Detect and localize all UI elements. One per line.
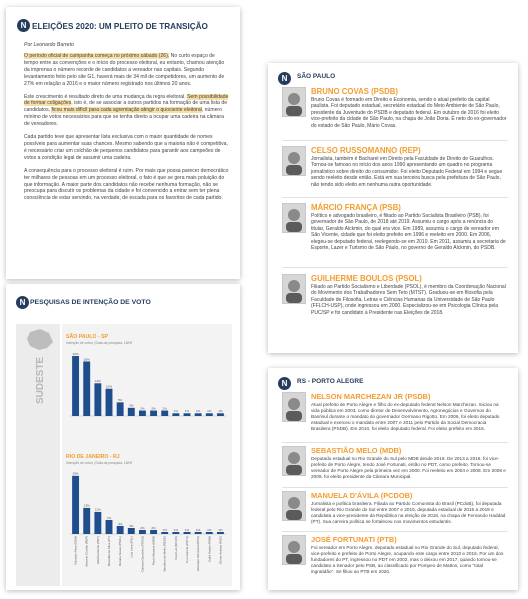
data-label: 1%	[195, 409, 201, 414]
tick-label: Glória Heloiza (PSC)	[218, 536, 223, 564]
sp-card-title: SÃO PAULO	[297, 73, 336, 80]
tick-label: Fred Luz (NOVO)	[173, 536, 178, 560]
candidate-bio: Filiado ao Partido Socialismo e Liberdade (PSOL), é membro da Coordenação Nacional do Movimento dos Trabalhadores Sem Teto (MTST). Graduou-se em filosofia pela Faculdade de Filosofia, Letras e Ciências Humanas da Universidade de São Paulo (FFLCH-USP), onde ingressou em 2000. Especializou-se em Psicologia Clínica pela PUC/SP e foi candidato à Presidente nas Eleições de 2018.	[311, 284, 506, 316]
bar	[195, 413, 202, 416]
bar	[94, 383, 101, 416]
chart-title: RIO DE JANEIRO - RJ	[66, 454, 120, 460]
tick-label: Clarissa Garotinho (PROS)	[140, 536, 145, 573]
candidate-bruno-covas	[282, 87, 510, 143]
data-label: 1%	[184, 409, 190, 414]
highlight: ficou mais difícil para cada agremiação atingir o quociente eleitoral	[51, 107, 202, 114]
highlight: Sem possibilidade de formar coligações	[24, 93, 229, 107]
data-label: 2%	[151, 406, 156, 411]
bar	[72, 356, 79, 416]
article-paragraph	[24, 94, 230, 129]
data-label: 1%	[207, 527, 212, 532]
candidate-photo	[282, 87, 306, 117]
data-label: 3%	[129, 403, 134, 408]
candidate-bio: Foi vereador em Porto Alegre, deputado estadual no Rio Grande do Sul, deputado federal, vice-prefeito e prefeito de Porto Alegre, ocupando este cargo entre 2010 e 2016. Por um dos fundadores do PT, ingressou no PDT em 2002, mas o deixou em 2017, quando tornou-se candidato a Senador pelo PSB, ao classificado por Pompeo de Mattos, como "total ingratidão". Se filiou ao PTB em 2020.	[311, 545, 504, 574]
data-label: 1%	[218, 409, 223, 414]
article-paragraph: Cada partido teve que apresentar lista exclusiva com o maior quantidade de nomes possíveis para aumentar suas chances. Mesmo sabendo que a maioria não é competitiva, é necessário criar um colchão de pequenos candidatos para garantir aos campeões de votos a condição legal de assumir uma cadeira.	[24, 134, 228, 161]
bar	[184, 413, 191, 416]
data-label: 29%	[72, 471, 79, 476]
text: , número mínimo de votos necessários para que se tenha direito a ocupar uma cadeira na câmara de vereadores.	[24, 107, 224, 128]
candidate-name: GUILHERME BOULOS (PSOL)	[311, 274, 422, 283]
candidate-name: CELSO RUSSOMANNO (REP)	[311, 146, 421, 155]
bar	[195, 532, 202, 534]
divider	[282, 442, 508, 443]
tick-label: Luiz Lima (PSL)	[129, 536, 134, 558]
candidate-name: NELSON MARCHEZAN JR (PSDB)	[311, 392, 431, 401]
text: Este crescimento é resultado direto de uma mudança da regra eleitoral.	[24, 93, 188, 100]
text: No curto espaço de tempo entre as convenções e o início do processo eleitoral, eu entanto, chamou atenção da imprensa o número recorde de candidatos a vereador nas capitais. Segundo levantamento feito pelo site G1, haverá mais de 34 mil de competidores, um aumento de 27% em relação a 2016 e o maior número registrado nos últimos 20 anos.	[24, 53, 225, 87]
bar	[128, 408, 135, 416]
chart-subtitle: Intenção de votos | Data da pesquisa: 18/09	[66, 341, 133, 345]
bar	[83, 508, 90, 534]
candidate-name: MÁRCIO FRANÇA (PSB)	[311, 203, 401, 212]
candidate-photo	[282, 446, 306, 476]
article-body	[24, 53, 230, 208]
data-label: 22%	[72, 351, 79, 356]
bar	[206, 532, 213, 534]
bar	[83, 361, 90, 416]
bar	[150, 411, 157, 416]
data-label: 1%	[218, 527, 223, 532]
divider	[282, 531, 508, 532]
divider	[282, 197, 508, 198]
candidate-sebastiao-melo	[282, 446, 510, 488]
data-label: 2%	[140, 406, 145, 411]
tick-label: Benedita da Silva (PT)	[107, 536, 111, 567]
candidate-name: MANUELA D'ÁVILA (PCDOB)	[311, 491, 413, 500]
bar	[206, 413, 213, 416]
tick-label: Cyro Garcia (PSTU)	[185, 536, 189, 563]
bar	[184, 532, 191, 534]
tick-label: Suêd Haidar (PMB)	[207, 536, 212, 563]
data-label: 1%	[195, 527, 201, 532]
article-paragraph	[24, 53, 230, 88]
candidate-manuela-davila	[282, 491, 510, 533]
candidate-guilherme-boulos	[282, 274, 510, 344]
charts-panel	[62, 324, 232, 586]
logo-icon: N	[17, 19, 30, 32]
highlight: O período oficial de campanha começa no próximo sábado (26).	[24, 53, 170, 59]
region-label: SUDESTE	[35, 356, 46, 404]
bar	[94, 512, 101, 534]
candidate-bio: Bruno Covas é formado em Direito e Economia, sendo o atual prefeito da capital paulista. Foi deputado estadual, secretário estadual do Meio Ambiente de São Paulo, presidente da Juventude do PSDB e deputado federal. Em outubro de 2016 foi eleito vice-prefeito da cidade de São Paulo, na chapa de João Doria. É neto do ex-governador do estado de São Paulo, Mário Covas.	[311, 97, 507, 129]
data-label: 12%	[94, 379, 101, 384]
region-sidebar	[16, 324, 60, 586]
candidate-bio: Deputado estadual no Rio Grande do Sul pelo MDB desde 2019. De 2013 a 2016, foi vice-prefeito de Porto Alegre, tendo José Fortunati, então no PDT, como prefeito. Tornou-se vereador de Porto Alegre pela primeira vez em 2000. Foi reeleito em 2004 e 2008. Em 2008 e 2009, foi eleito presidente da Câmara Municipal.	[311, 456, 506, 479]
candidate-photo	[282, 274, 306, 304]
data-label: 11%	[94, 507, 101, 512]
data-label: 5%	[117, 398, 123, 403]
polls-card	[6, 284, 240, 590]
article-title: ELEIÇÕES 2020: UM PLEITO DE TRANSIÇÃO	[32, 22, 208, 31]
bar	[150, 530, 157, 534]
rs-card	[268, 368, 518, 590]
tick-label: Eduardo Paes (DEM)	[73, 536, 78, 565]
chart-subtitle: Intenção de votos | Data da pesquisa: 18/09	[66, 461, 133, 465]
bar	[217, 532, 224, 534]
region-sidebar-graphic	[16, 324, 60, 586]
candidate-photo	[282, 535, 306, 565]
logo-icon: N	[278, 377, 291, 390]
bar	[161, 532, 168, 534]
candidate-photo	[282, 203, 306, 233]
candidate-name: JOSÉ FORTUNATI (PTB)	[311, 535, 397, 544]
bar	[217, 413, 224, 416]
data-label: 3%	[129, 523, 134, 528]
bar	[172, 532, 179, 534]
data-label: 13%	[83, 503, 90, 508]
bar	[139, 411, 146, 416]
candidate-bio: Jornalista e política brasileira. Filiada ao Partido Comunista do Brasil (PCdoB), foi deputada federal pelo Rio Grande do Sul entre 2007 e 2015, deputada estadual de 2015 a 2019 e candidata a vice-presidente da República na eleição de 2018, na chapa de Fernando Haddad (PT). Sua carreira política se fortaleceu nos movimentos estudantis.	[311, 501, 506, 524]
data-label: 2%	[151, 525, 156, 530]
bar	[161, 411, 168, 416]
data-label: 1%	[173, 409, 179, 414]
data-label: 1%	[162, 527, 167, 532]
text: , isto é, de se associar a outros partidos na formação de uma lista de candidatos,	[24, 100, 228, 114]
bar	[106, 520, 113, 534]
sp-card	[268, 63, 518, 353]
divider	[282, 140, 508, 141]
bar	[117, 526, 124, 534]
bar	[117, 402, 124, 416]
rs-card-title: RS - PORTO ALEGRE	[297, 378, 364, 385]
bar	[72, 476, 79, 534]
article-card	[6, 7, 240, 279]
data-label: 1%	[184, 527, 190, 532]
polls-header: PESQUISAS DE INTENÇÃO DE VOTO	[30, 299, 151, 306]
bar	[172, 413, 179, 416]
tick-label: Renata Souza (PSOL)	[118, 536, 123, 566]
candidate-bio: Atual prefeito de Porto Alegre e filho do ex-deputado federal Nelson Marchezan. Iniciou na vida pública em 2003, como diretor de Desenvolvimento, Agronegócios e Governos do Banrisul durante o mandato do governador Germano Rigotto. Em 2006, foi eleito deputado estadual e exerceu o mandato entre 2007 e 2011 pelo Partido da Social Democracia Brasileira (PSDB). Em 2010, foi eleito deputado federal. Foi eleito prefeito em 2016.	[311, 402, 500, 431]
candidate-name: BRUNO COVAS (PSDB)	[311, 87, 398, 96]
tick-label: Henrique Simonard (PCO)	[196, 536, 201, 572]
candidate-name: SEBASTIÃO MELO (MDB)	[311, 446, 402, 455]
candidate-photo	[282, 146, 306, 176]
tick-label: Bandeira de Mello (REDE)	[162, 536, 167, 572]
divider	[282, 267, 508, 268]
data-label: 10%	[105, 384, 113, 389]
article-paragraph: A consequência para o processo eleitoral é ruim. Por mais que possa parecer democrático ter milhares de pessoas em um processo eleitoral, o fato é que se gera mais poluição do que informação. A maior parte dos candidatos não recebe nenhuma formação, não se preocupa para discutir os problemas da cidade e foi convencido a entrar sem ter plena consciência de estar servindo, na verdade, de escada para os favoritos de cada partido.	[24, 167, 229, 202]
data-label: 2%	[162, 406, 167, 411]
tick-label: Paulo Messina (MDB)	[151, 536, 156, 566]
candidate-celso-russomanno	[282, 146, 510, 202]
logo-icon: N	[16, 296, 29, 309]
bar	[128, 528, 135, 534]
divider	[282, 487, 508, 488]
article-author: Por Leonardo Barreto	[24, 42, 74, 48]
poll-charts	[62, 324, 232, 586]
bar	[106, 389, 113, 416]
candidate-photo	[282, 491, 306, 521]
candidate-photo	[282, 392, 306, 422]
candidate-jose-fortunati	[282, 535, 510, 583]
candidate-bio: Político e advogado brasileiro, é filiado ao Partido Socialista Brasileiro (PSB), foi governador de São Paulo, de 2018 até 2019. Assumiu o cargo após a renúncia do titular, Geraldo Alckmin, do qual era vice. Em 1989, assumiu o cargo de vereador em São Vicente, cidade que foi eleito prefeito em 1996 e reeleito em 2000. Em 2006, elegeu-se deputado federal, reelegendo-se em 2010. Em 2011, assumiu a secretaria de Esporte, Lazer e Turismo de São Paulo, no governo de Geraldo Alckmin, do PSDB.	[311, 213, 506, 252]
data-label: 1%	[173, 527, 179, 532]
data-label: 4%	[117, 521, 123, 526]
candidate-nelson-marchezan	[282, 392, 510, 440]
chart-title: SÃO PAULO - SP	[66, 334, 108, 340]
data-label: 7%	[106, 515, 112, 520]
data-label: 2%	[140, 525, 145, 530]
candidate-bio: Jornalista, também é Bacharel em Direito pela Faculdade de Direito de Guarulhos. Tornou-se famoso no início dos anos 1990 apresentando um quadro no programa jornalístico sobre direito do consumidor. Foi eleito Deputado Federal em 1994 e segue sendo reeleito desde então. Está em sua terceira busca pela prefeitura de São Paulo, não tendo sido eleito em nenhuma outra oportunidade.	[311, 156, 503, 188]
bar	[139, 530, 146, 534]
tick-label: Marcelo Crivella (REP)	[84, 536, 89, 567]
candidate-marcio-franca	[282, 203, 510, 273]
data-label: 20%	[83, 357, 90, 362]
logo-icon: N	[278, 72, 291, 85]
tick-label: Martha Rocha (PDT)	[95, 536, 100, 564]
data-label: 1%	[207, 409, 212, 414]
